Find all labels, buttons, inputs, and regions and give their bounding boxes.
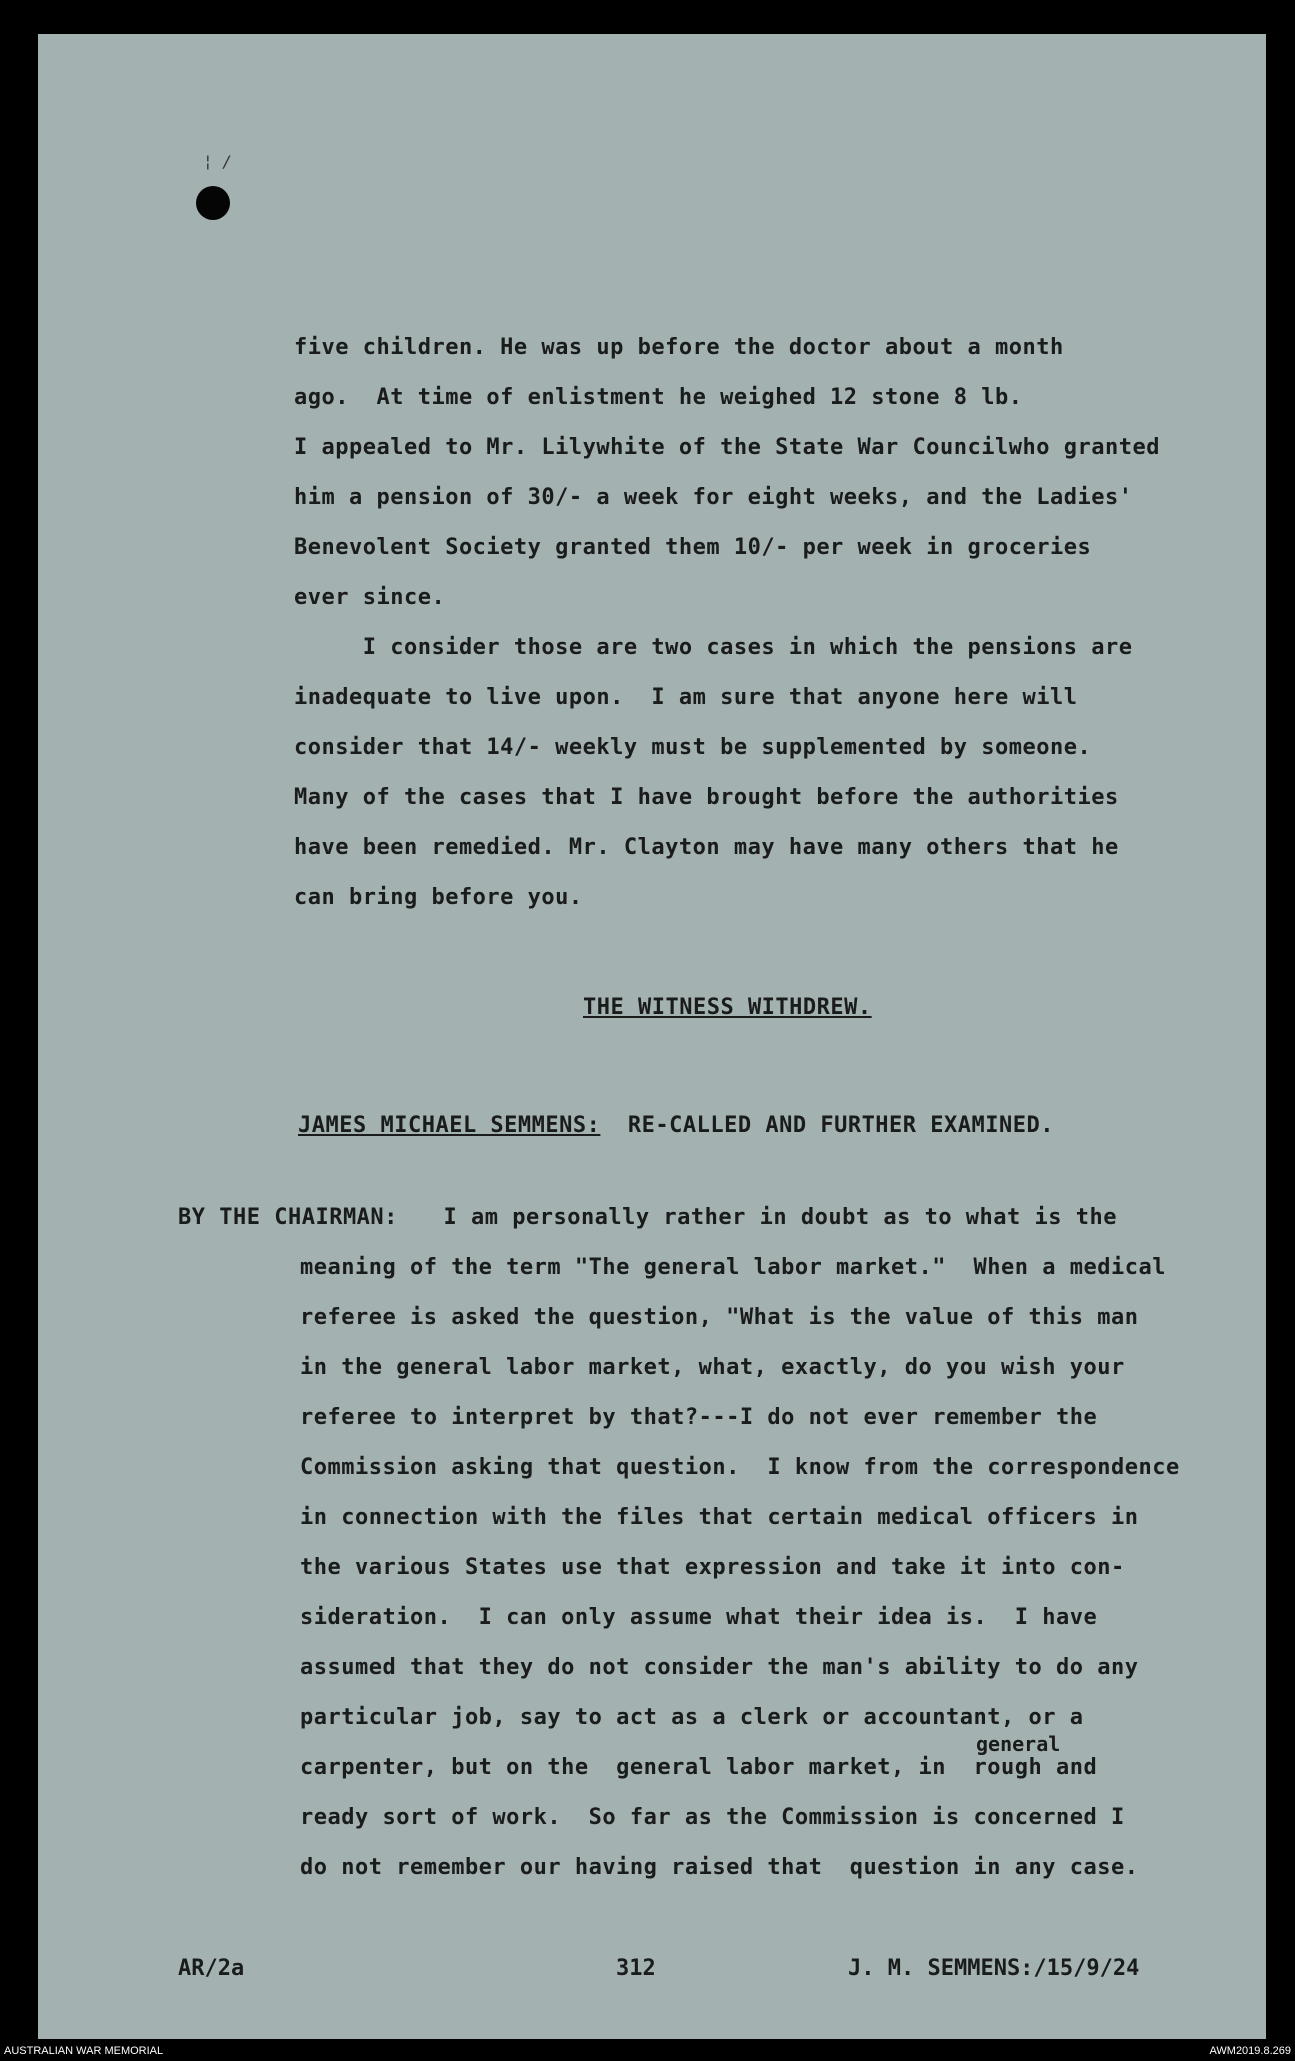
text-line: I am personally rather in doubt as to what is the [416, 1205, 1118, 1230]
text-line: can bring before you. [294, 885, 583, 910]
text-line: inadequate to live upon. I am sure that anyone here will [294, 685, 1078, 710]
text-line: ready sort of work. So far as the Commission is concerned I [300, 1805, 1125, 1830]
archive-id: AWM2019.8.269 [1209, 2045, 1291, 2057]
text-line: sideration. I can only assume what their idea is. I have [300, 1605, 1098, 1630]
text-line: Many of the cases that I have brought before the authorities [294, 785, 1119, 810]
text-line: I appealed to Mr. Lilywhite of the State War Councilwho granted [294, 435, 1160, 460]
text-line: particular job, say to act as a clerk or accountant, or a [300, 1705, 1084, 1730]
text-line: in connection with the files that certain medical officers in [300, 1505, 1139, 1530]
footer-witness-date: J. M. SEMMENS:/15/9/24 [848, 1956, 1140, 1981]
text-line: the various States use that expression and take it into con- [300, 1555, 1125, 1580]
text-line: Commission asking that question. I know from the correspondence [300, 1455, 1180, 1480]
text-line: referee is asked the question, "What is the value of this man [300, 1305, 1139, 1330]
pencil-mark: ¦ / [203, 152, 232, 171]
footer-reference: AR/2a [178, 1956, 245, 1981]
text-line: consider that 14/- weekly must be supplemented by someone. [294, 735, 1092, 760]
archive-caption: AUSTRALIAN WAR MEMORIAL [4, 2045, 164, 2057]
text-line: do not remember our having raised that question in any case. [300, 1855, 1139, 1880]
punch-hole [196, 186, 230, 220]
text-line: ago. At time of enlistment he weighed 12 stone 8 lb. [294, 385, 1023, 410]
text-line: assumed that they do not consider the man's ability to do any [300, 1655, 1139, 1680]
text-line: I consider those are two cases in which the pensions are [294, 635, 1133, 660]
witness-withdrew-heading: THE WITNESS WITHDREW. [583, 995, 872, 1020]
text-line: in the general labor market, what, exactly, do you wish your [300, 1355, 1125, 1380]
inserted-word: general [976, 1732, 1061, 1756]
text-line: have been remedied. Mr. Clayton may have many others that he [294, 835, 1119, 860]
recall-heading [298, 1112, 1054, 1140]
document-page [38, 34, 1266, 2039]
recall-status: RE-CALLED AND FURTHER EXAMINED. [600, 1113, 1054, 1138]
chairman-label: BY THE CHAIRMAN: [178, 1205, 398, 1230]
text-line: Benevolent Society granted them 10/- per week in groceries [294, 535, 1092, 560]
text-line: him a pension of 30/- a week for eight weeks, and the Ladies' [294, 485, 1133, 510]
witness-name: JAMES MICHAEL SEMMENS: [298, 1113, 601, 1138]
text-line: five children. He was up before the doctor about a month [294, 335, 1064, 360]
text-line: carpenter, but on the general labor market, in rough and [300, 1755, 1098, 1780]
text-line: ever since. [294, 585, 446, 610]
text-line: meaning of the term "The general labor market." When a medical [300, 1255, 1166, 1280]
page-number: 312 [616, 1956, 656, 1981]
text-line: referee to interpret by that?---I do not ever remember the [300, 1405, 1098, 1430]
